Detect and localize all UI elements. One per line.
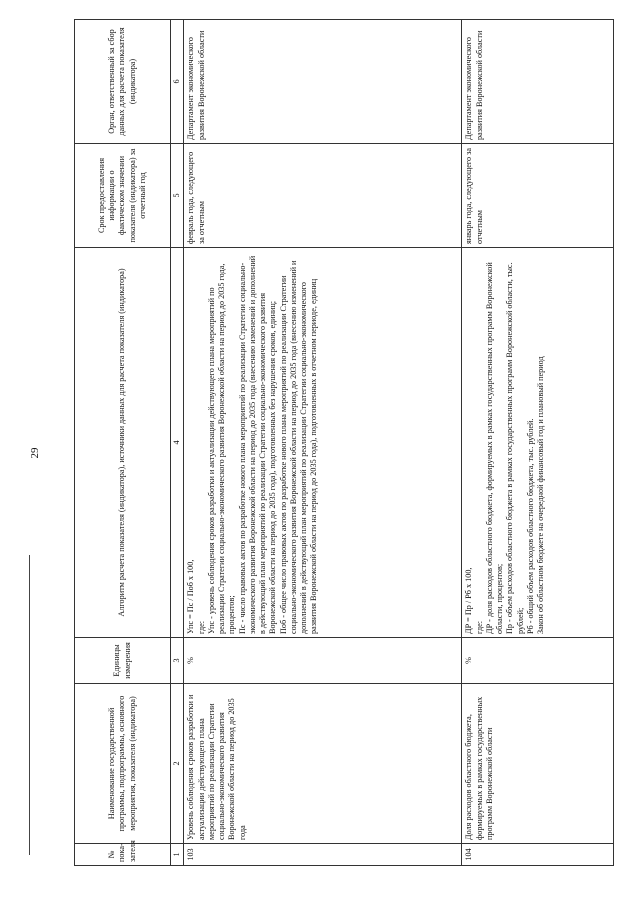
algorithm-line: Пр - объем расходов областного бюджета в рамках государственных программ Воронежской области, тыс. рублей;: [505, 262, 525, 634]
column-number: 3: [171, 638, 184, 684]
algorithm-line: где:: [196, 620, 206, 634]
algorithm-line: Пс - число правовых актов по разработке нового плана мероприятий по реализации Стратегии социально-экономического развития Воронежской области на период до 2035 года (внесению изменений и дополнений в действующий план мероприятий по реализации Стратегии социально-экономического развития Воронежской области на период до 2035 года), подготовленных без нарушения сроков, единиц;: [237, 255, 278, 634]
row-unit: %: [184, 638, 462, 684]
row-unit: %: [462, 638, 614, 684]
algorithm-line: Закон об областном бюджете на очередной финансовый год и плановый период: [536, 356, 545, 634]
table-row: [184, 20, 462, 866]
algorithm-line: где:: [474, 620, 484, 634]
row-org: Департамент экономического развития Воронежской области: [462, 20, 614, 144]
row-algorithm: [184, 248, 462, 638]
row-deadline: февраль года, следующего за отчетным: [184, 144, 462, 248]
indicator-table: [74, 19, 614, 866]
footnote-rule: [29, 555, 30, 855]
header-num: № пока-зателя: [75, 844, 171, 866]
row-num: 104: [462, 844, 614, 866]
row-org: Департамент экономического развития Воронежской области: [184, 20, 462, 144]
row-num: 103: [184, 844, 462, 866]
header-deadline: Срок предоставления информации о фактическом значении показателя (индикатора) за отчетный год: [75, 144, 171, 248]
header-org: Орган, ответственный за сбор данных для расчета показателя (индикатора): [75, 20, 171, 144]
column-number: 2: [171, 684, 184, 844]
column-number: 6: [171, 20, 184, 144]
header-row: [75, 20, 171, 866]
algorithm-line: Поб - общее число правовых актов по разработке нового плана мероприятий по реализации Стратегии социально-экономического развития Воронежской области на период до 2035 года (внесению изменений и дополнений в действующий план мероприятий по реализации Стратегии социально-экономического развития Воронежской области на период до 2035 года), подготовленных в отчетном периоде, единиц: [278, 260, 319, 634]
header-name: Наименование государственной программы, подпрограммы, основного мероприятия, показателя (индикатора): [75, 684, 171, 844]
column-number-row: [171, 20, 184, 866]
row-deadline: январь года, следующего за отчетным: [462, 144, 614, 248]
rotated-table-wrapper: [74, 20, 614, 866]
column-number: 1: [171, 844, 184, 866]
header-unit: Единицы измерения: [75, 638, 171, 684]
algorithm-line: Упс - уровень соблюдения сроков разработки и актуализации действующего плана мероприятий по реализации Стратегии социально-экономического развития Воронежской области на период до 2035 года, процентов;: [206, 263, 237, 634]
column-number: 5: [171, 144, 184, 248]
table-row: [462, 20, 614, 866]
algorithm-line: ДР - доля расходов областного бюджета, формируемых в рамках государственных программ Воронежской области, процентов;: [484, 262, 504, 634]
column-number: 4: [171, 248, 184, 638]
header-algorithm: Алгоритм расчета показателя (индикатора), источники данных для расчета показателя (индикатора): [75, 248, 171, 638]
page-number: 29: [29, 447, 41, 459]
row-name: Уровень соблюдения сроков разработки и актуализации действующего плана мероприятий по реализации Стратегии социально-экономического развития Воронежской области на период до 2035 года: [184, 684, 462, 844]
algorithm-line: Рб - общий объем расходов областного бюджета, тыс. рублей.: [525, 418, 535, 634]
row-algorithm: [462, 248, 614, 638]
row-name: Доля расходов областного бюджета, формируемых в рамках государственных программ Воронежской области: [462, 684, 614, 844]
algorithm-line: Упс = Пс / Поб х 100,: [186, 559, 196, 634]
algorithm-line: ДР = Пр / Рб х 100,: [464, 567, 474, 634]
